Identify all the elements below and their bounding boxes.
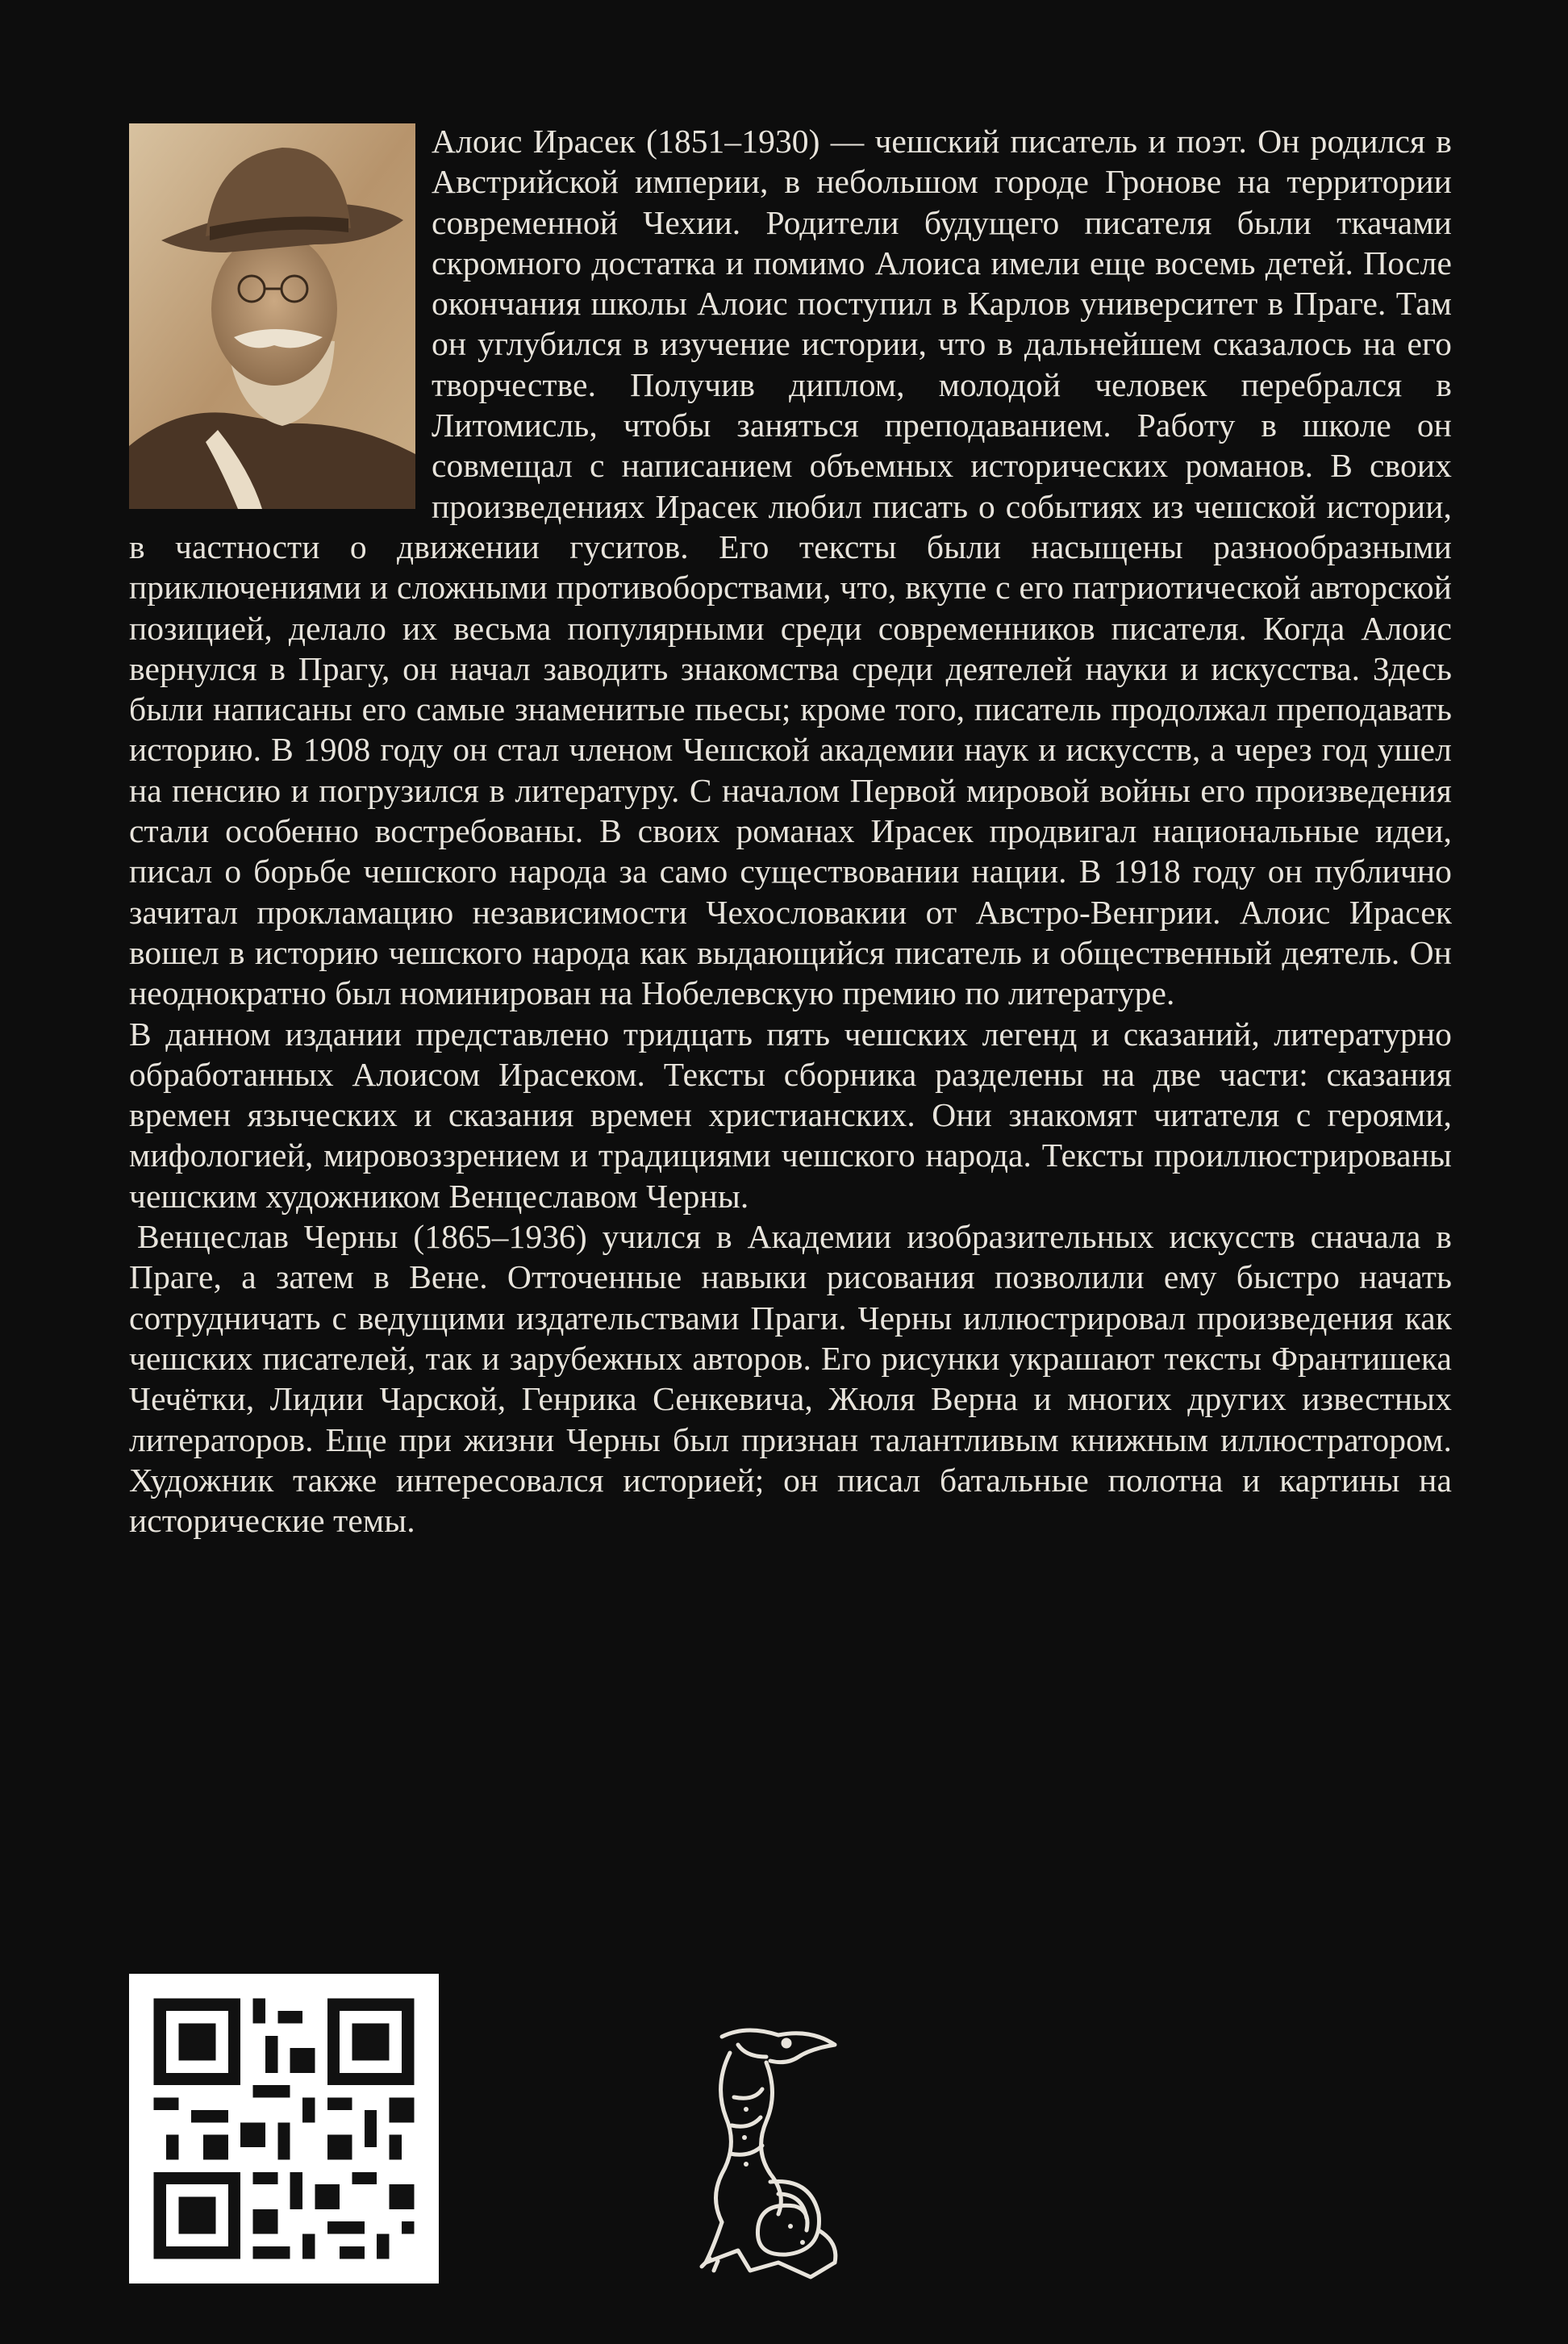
about-text: [129, 121, 1452, 1541]
qr-code[interactable]: [129, 1974, 439, 2284]
illustrator-bio-paragraph: Венцеслав Черны (1865–1936) учился в Академии изобразительных искусств сначала в Праге, а затем в Вене. Отточенные навыки рисования позволили ему быстро начать сотрудничать с ведущими издательствами Праги. Черны иллюстрировал произведения как чешских писателей, так и зарубежных авторов. Его рисунки украшают тексты Франтишека Чечётки, Лидии Чарской, Генрика Сенкевича, Жюля Верна и многих других известных литераторов. Еще при жизни Черны был признан талантливым книжным иллюстратором. Художник также интересовался историей; он писал батальные полотна и картины на исторические темы.: [129, 1218, 1452, 1540]
edition-description-paragraph: В данном издании представлено тридцать пять чешских легенд и сказаний, литературно обработанных Алоисом Ирасеком. Тексты сборника разделены на две части: сказания времен языческих и сказания времен христианских. Они знакомят читателя с героями, мифологией, мировоззрением и традициями чешского народа. Тексты проиллюстрированы чешским художником Венцеславом Черны.: [129, 1015, 1452, 1215]
portrait-spacer: [129, 121, 432, 516]
publisher-logo: [690, 2021, 847, 2283]
qr-code-icon: [129, 1974, 439, 2284]
author-bio-paragraph: Алоис Ирасек (1851–1930) — чешский писатель и поэт. Он родился в Австрийской империи, в небольшом городе Гронове на территории современной Чехии. Родители будущего писателя были ткачами скромного достатка и помимо Алоиса имели еще восемь детей. После окончания школы Алоис поступил в Карлов университет в Праге. Там он углубился в изучение истории, что в дальнейшем сказалось на его творчестве. Получив диплом, молодой человек перебрался в Литомисль, чтобы заняться преподаванием. Работу в школе он совмещал с написанием объемных исторических романов. В своих произведениях Ирасек любил писать о событиях из чешской истории, в частности о движении гуситов. Его тексты были насыщены разнообразными приключениями и сложными противоборствами, что, вкупе с его патриотической авторской позицией, делало их весьма популярными среди современников писателя. Когда Алоис вернулся в Прагу, он начал заводить знакомства среди деятелей науки и искусства. Здесь были написаны его самые знаменитые пьесы; кроме того, писатель продолжал преподавать историю. В 1908 году он стал членом Чешской академии наук и искусств, а через год ушел на пенсию и погрузился в литературу. С началом Первой мировой войны его произведения стали особенно востребованы. В своих романах Ирасек продвигал национальные идеи, писал о борьбе чешского народа за само существовании нации. В 1918 году он публично зачитал прокламацию независимости Чехословакии от Австро-Венгрии. Алоис Ирасек вошел в историю чешского народа как выдающийся писатель и общественный деятель. Он неоднократно был номинирован на Нобелевскую премию по литературе.: [129, 123, 1452, 1012]
dragon-publisher-logo-icon: [690, 2021, 847, 2283]
